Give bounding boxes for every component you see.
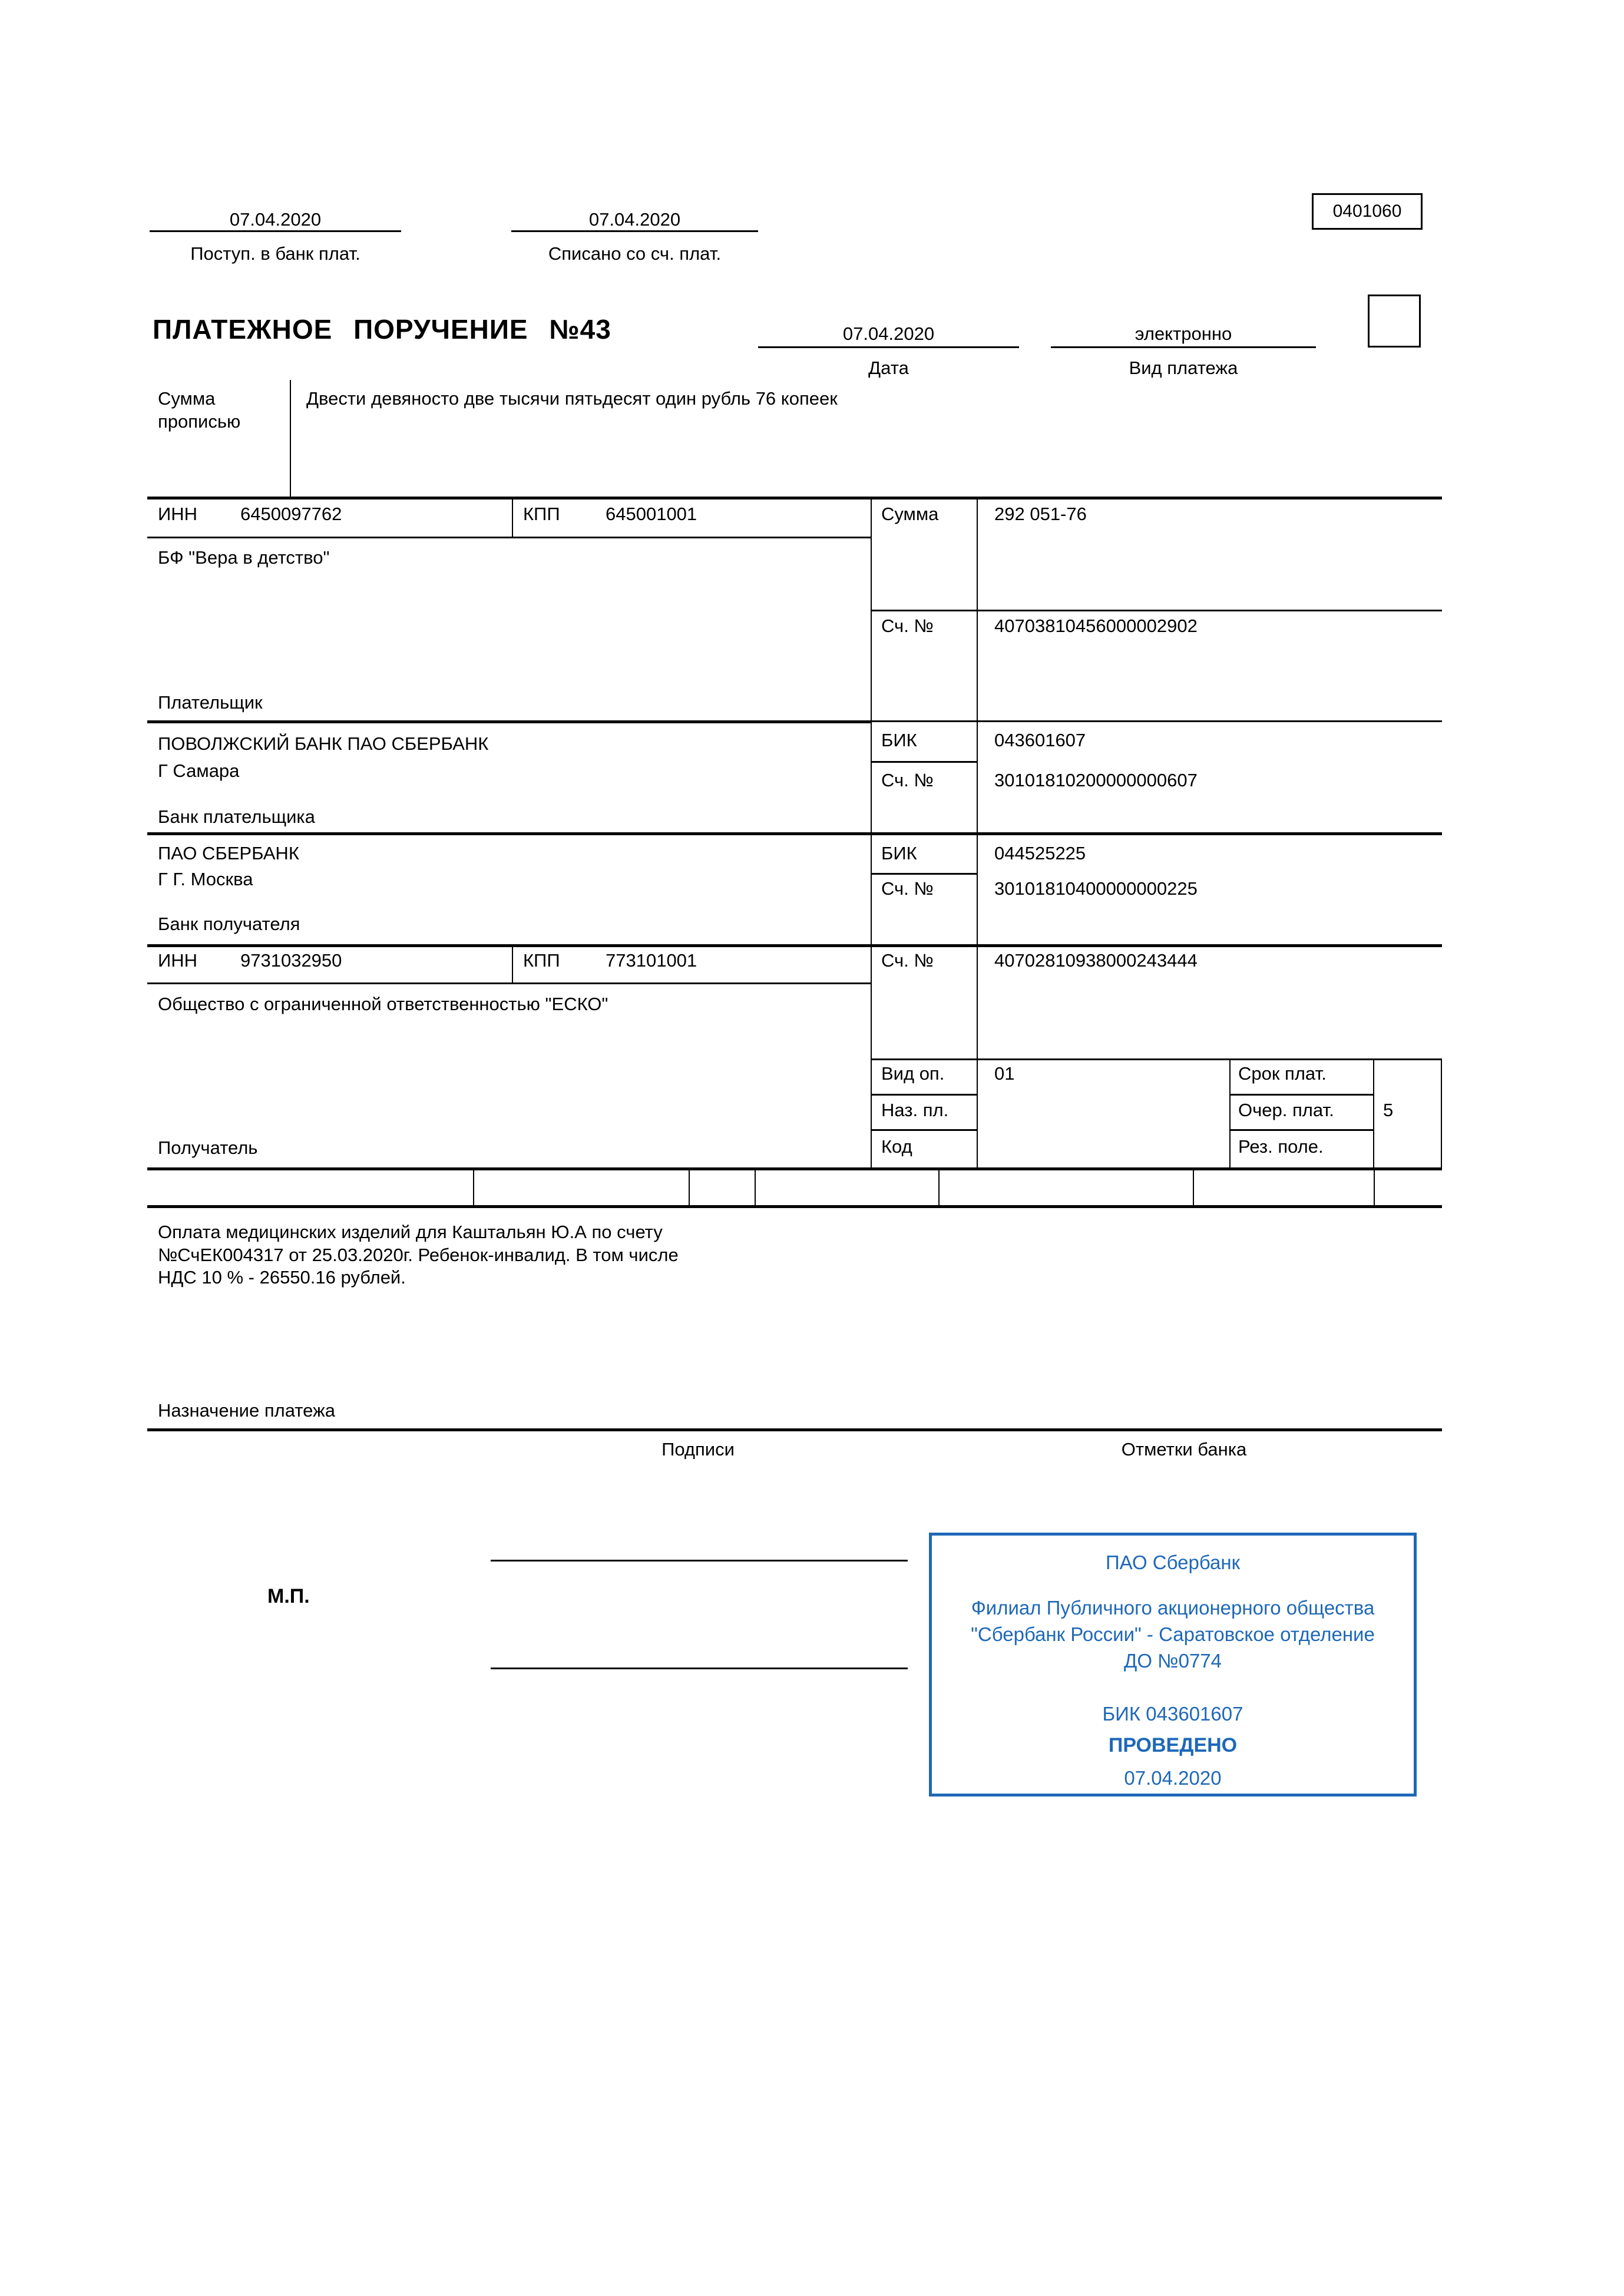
payer-bank-bik-label: БИК <box>881 730 917 750</box>
beneficiary-bank-city: Г Г. Москва <box>158 869 253 889</box>
payer-name: БФ "Вера в детство" <box>158 547 330 568</box>
payer-bank-account-value: 30101810200000000607 <box>994 770 1198 790</box>
beneficiary-bank-account-label: Сч. № <box>881 878 934 899</box>
received-label: Поступ. в банк плат. <box>190 243 360 264</box>
beneficiary-section-label: Получатель <box>158 1137 258 1158</box>
rez-pole-label: Рез. поле. <box>1238 1136 1324 1157</box>
grid-line <box>1374 1169 1375 1205</box>
signature-line-2 <box>491 1668 908 1669</box>
stamp-status: ПРОВЕДЕНО <box>1108 1734 1238 1756</box>
payer-bank-name: ПОВОЛЖСКИЙ БАНК ПАО СБЕРБАНК <box>158 733 489 754</box>
purpose-section-line <box>147 1428 1442 1431</box>
amount-caption-line2: прописью <box>158 411 241 432</box>
payer-account-value: 40703810456000002902 <box>994 616 1198 636</box>
received-date-underline <box>150 230 401 232</box>
vid-op-value: 01 <box>994 1063 1015 1084</box>
amount-label: Сумма <box>881 504 939 524</box>
vid-op-label: Вид оп. <box>881 1063 945 1084</box>
payer-section-label: Плательщик <box>158 692 263 713</box>
stamp-date: 07.04.2020 <box>1124 1767 1222 1789</box>
date-label: Дата <box>868 358 909 378</box>
form-code: 0401060 <box>1332 201 1402 221</box>
beneficiary-account-value: 40702810938000243444 <box>994 950 1198 971</box>
payer-bank-city: Г Самара <box>158 760 240 781</box>
grid-line <box>512 497 513 538</box>
beneficiary-bank-section-label: Банк получателя <box>158 914 300 934</box>
grid-line <box>1441 1058 1442 1169</box>
purpose-line-1: Оплата медицинских изделий для Каштальян Ю.А по счету <box>158 1222 663 1242</box>
naz-pl-label: Наз. пл. <box>881 1100 949 1120</box>
amount-in-words: Двести девяносто две тысячи пятьдесят один рубль 76 копеек <box>306 388 838 409</box>
grid-line <box>1229 1094 1374 1096</box>
amount-caption-divider <box>290 380 291 497</box>
document-date: 07.04.2020 <box>842 323 935 344</box>
grid-line <box>1373 1058 1374 1169</box>
signature-line-1 <box>491 1560 908 1561</box>
beneficiary-inn-value: 9731032950 <box>240 950 342 971</box>
purpose-line-3: НДС 10 % - 26550.16 рублей. <box>158 1267 406 1288</box>
payer-section-line <box>147 720 871 723</box>
grid-line <box>938 1169 940 1205</box>
beneficiary-bank-section-line <box>147 944 1442 947</box>
signatures-label: Подписи <box>661 1439 735 1460</box>
beneficiary-inn-label: ИНН <box>158 950 198 971</box>
payer-bank-section-label: Банк плательщика <box>158 806 315 827</box>
ocher-plat-label: Очер. плат. <box>1238 1100 1334 1120</box>
mp-label: М.П. <box>267 1585 310 1607</box>
beneficiary-bank-bik-value: 044525225 <box>994 843 1086 864</box>
purpose-section-label: Назначение платежа <box>158 1400 336 1421</box>
stamp-branch-line-3: ДО №0774 <box>1124 1650 1222 1672</box>
payer-inn-label: ИНН <box>158 504 198 524</box>
grid-line <box>871 873 978 875</box>
amount-caption-line1: Сумма <box>158 388 216 409</box>
grid-line <box>147 982 871 984</box>
beneficiary-bank-bik-label: БИК <box>881 843 917 864</box>
purpose-line-2: №СчЕК004317 от 25.03.2020г. Ребенок-инвалид. В том числе <box>158 1245 679 1265</box>
payer-kpp-label: КПП <box>523 504 560 524</box>
grid-line <box>1193 1169 1194 1205</box>
grid-line <box>871 497 872 1169</box>
debited-date: 07.04.2020 <box>588 209 681 230</box>
payer-bank-bik-value: 043601607 <box>994 730 1086 750</box>
payer-bank-account-label: Сч. № <box>881 770 934 790</box>
received-date: 07.04.2020 <box>229 209 322 230</box>
table-border-top <box>147 497 1442 499</box>
beneficiary-kpp-value: 773101001 <box>606 950 697 971</box>
grid-line <box>689 1169 690 1205</box>
payment-kind-underline <box>1051 346 1316 348</box>
stamp-bank-name: ПАО Сбербанк <box>1105 1551 1241 1573</box>
beneficiary-name: Общество с ограниченной ответственностью "ЕСКО" <box>158 994 608 1014</box>
grid-line <box>871 761 978 763</box>
amount-value: 292 051-76 <box>994 504 1087 524</box>
payer-bank-section-line <box>147 832 1442 835</box>
payment-kind-value: электронно <box>1135 323 1232 344</box>
grid-line <box>977 497 978 1169</box>
grid-line <box>871 1129 978 1131</box>
payer-account-label: Сч. № <box>881 616 934 636</box>
beneficiary-bank-account-value: 30101810400000000225 <box>994 878 1198 899</box>
grid-line <box>871 1058 1442 1060</box>
beneficiary-kpp-label: КПП <box>523 950 560 971</box>
debited-label: Списано со сч. плат. <box>548 243 722 264</box>
grid-line <box>871 720 1442 722</box>
grid-line <box>1229 1058 1231 1169</box>
grid-line <box>512 944 513 984</box>
payer-inn-value: 6450097762 <box>240 504 342 524</box>
document-title: ПЛАТЕЖНОЕ ПОРУЧЕНИЕ №43 <box>153 314 611 345</box>
bank-marks-label: Отметки банка <box>1121 1439 1247 1460</box>
kod-label: Код <box>881 1136 912 1157</box>
payer-kpp-value: 645001001 <box>606 504 697 524</box>
stamp-bik: БИК 043601607 <box>1102 1703 1243 1725</box>
grid-line <box>871 610 1442 611</box>
grid-line <box>1229 1129 1374 1131</box>
date-underline <box>758 346 1019 348</box>
tax-fields-row-line <box>147 1205 1442 1208</box>
grid-line <box>147 537 871 538</box>
beneficiary-account-label: Сч. № <box>881 950 934 971</box>
status-field-box <box>1368 295 1421 348</box>
beneficiary-section-line <box>147 1167 1442 1170</box>
grid-line <box>755 1169 756 1205</box>
debited-date-underline <box>511 230 758 232</box>
stamp-branch-line-1: Филиал Публичного акционерного общества <box>971 1597 1375 1619</box>
stamp-branch-line-2: "Сбербанк России" - Саратовское отделение <box>971 1623 1375 1645</box>
grid-line <box>473 1169 474 1205</box>
grid-line <box>871 1094 978 1096</box>
form-code-box <box>1312 193 1423 230</box>
beneficiary-bank-name: ПАО СБЕРБАНК <box>158 843 299 864</box>
srok-plat-label: Срок плат. <box>1238 1063 1327 1084</box>
ocher-plat-value: 5 <box>1383 1100 1394 1120</box>
payment-kind-label: Вид платежа <box>1129 358 1238 378</box>
